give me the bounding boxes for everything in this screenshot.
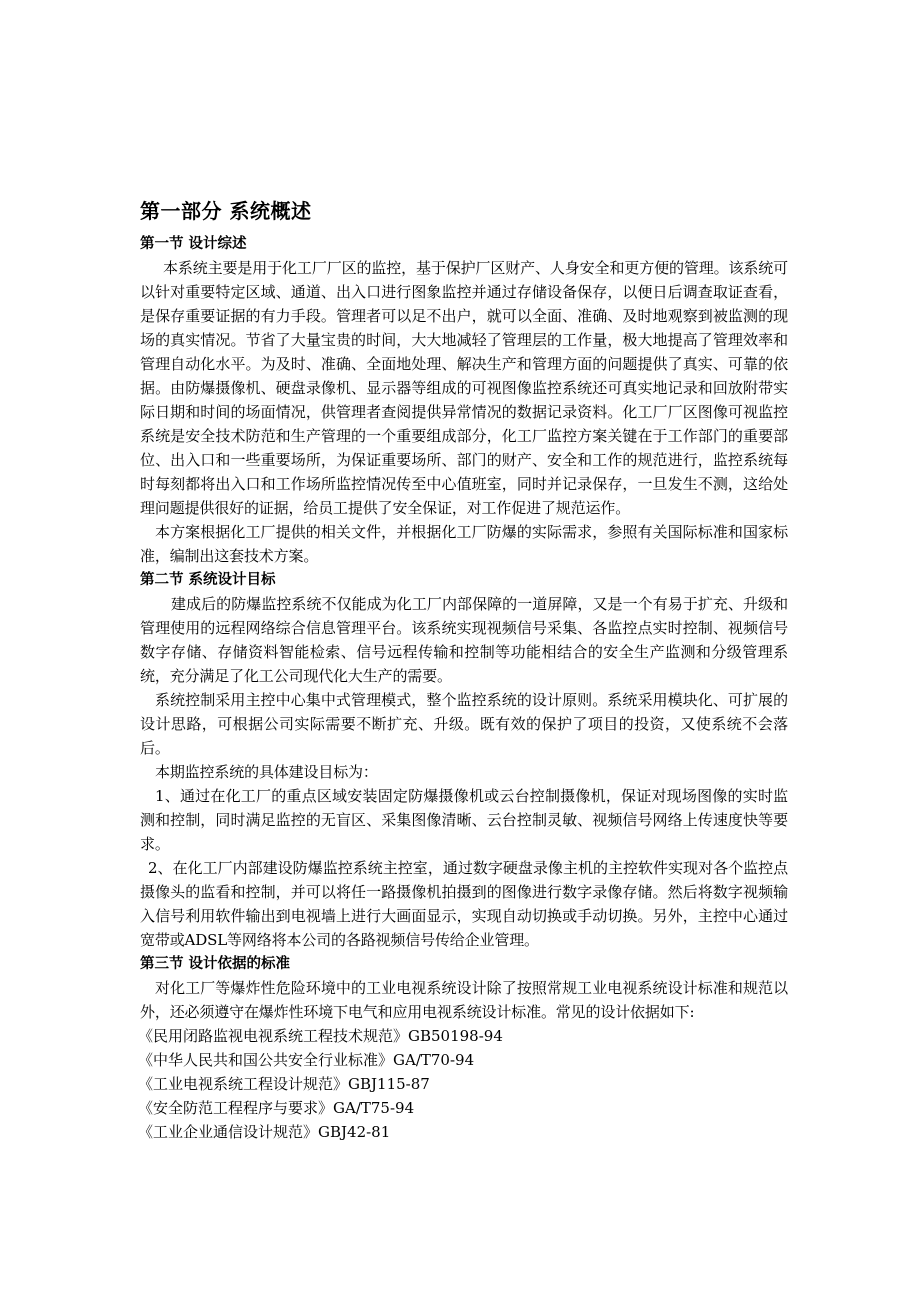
paragraph: 本方案根据化工厂提供的相关文件，并根据化工厂防爆的实际需求，参照有关国际标准和国家标准，编制出这套技术方案。 [140,523,788,565]
reference-item: 《工业电视系统工程设计规范》GBJ115-87 [138,1075,430,1093]
part-title: 第一部分 系统概述 [140,199,312,223]
reference-item: 《安全防范工程程序与要求》GA/T75-94 [138,1099,415,1117]
paragraph: 本期监控系统的具体建设目标为： [155,763,378,781]
section-title-design-goals: 第二节 系统设计目标 [140,572,276,588]
section-title-design-overview: 第一节 设计综述 [140,236,247,252]
document-body [140,196,788,1144]
reference-item: 《中华人民共和国公共安全行业标准》GA/T70-94 [138,1051,475,1069]
section-title-design-standards: 第三节 设计依据的标准 [140,956,291,972]
list-item: 2、在化工厂内部建设防爆监控系统主控室，通过数字硬盘录像主机的主控软件实现对各个监控点摄像头的监看和控制，并可以将任一路摄像机拍摄到的图像进行数字录像存储。然后将数字视频输入信号利用软件输出到电视墙上进行大画面显示，实现自动切换或手动切换。另外，主控中心通过宽带或ADSL等网络将本公司的各路视频信号传给企业管理。 [140,859,788,949]
paragraph: 本系统主要是用于化工厂厂区的监控，基于保护厂区财产、人身安全和更方便的管理。该系统可以针对重要特定区域、通道、出入口进行图象监控并通过存储设备保存，以便日后调查取证查看，是保存重要证据的有力手段。管理者可以足不出户，就可以全面、准确、及时地观察到被监测的现场的真实情况。节省了大量宝贵的时间，大大地减轻了管理层的工作量，极大地提高了管理效率和管理自动化水平。为及时、准确、全面地处理、解决生产和管理方面的问题提供了真实、可靠的依据。由防爆摄像机、硬盘录像机、显示器等组成的可视图像监控系统还可真实地记录和回放附带实际日期和时间的场面情况，供管理者查阅提供异常情况的数据记录资料。化工厂厂区图像可视监控系统是安全技术防范和生产管理的一个重要组成部分，化工厂监控方案关键在于工作部门的重要部位、出入口和一些重要场所，为保证重要场所、部门的财产、安全和工作的规范进行，监控系统每时每刻都将出入口和工作场所监控情况传至中心值班室，同时并记录保存，一旦发生不测，这给处理问题提供很好的证据，给员工提供了安全保证，对工作促进了规范运作。 [140,259,788,517]
reference-item: 《民用闭路监视电视系统工程技术规范》GB50198-94 [138,1027,503,1045]
paragraph: 系统控制采用主控中心集中式管理模式，整个监控系统的设计原则。系统采用模块化、可扩展的设计思路，可根据公司实际需要不断扩充、升级。既有效的保护了项目的投资，又使系统不会落后。 [140,691,788,757]
paragraph: 对化工厂等爆炸性危险环境中的工业电视系统设计除了按照常规工业电视系统设计标准和规范以外，还必须遵守在爆炸性环境下电气和应用电视系统设计标准。常见的设计依据如下: [140,979,788,1021]
list-item: 1、通过在化工厂的重点区域安装固定防爆摄像机或云台控制摄像机，保证对现场图像的实时监测和控制，同时满足监控的无盲区、采集图像清晰、云台控制灵敏、视频信号网络上传速度快等要求。 [140,787,788,853]
paragraph: 建成后的防爆监控系统不仅能成为化工厂内部保障的一道屏障，又是一个有易于扩充、升级和管理使用的远程网络综合信息管理平台。该系统实现视频信号采集、各监控点实时控制、视频信号数字存储、存储资料智能检索、信号远程传输和控制等功能相结合的安全生产监测和分级管理系统，充分满足了化工公司现代化大生产的需要。 [140,595,788,685]
reference-item: 《工业企业通信设计规范》GBJ42-81 [138,1123,391,1141]
